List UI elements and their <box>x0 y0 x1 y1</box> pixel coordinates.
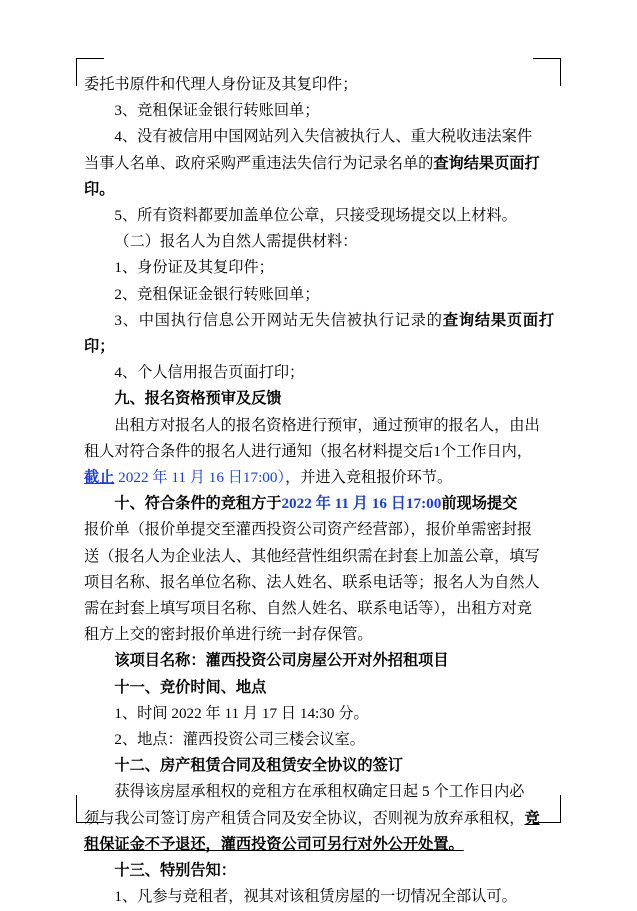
document-paragraph <box>84 413 554 439</box>
document-paragraph <box>84 517 554 543</box>
text-run: 3、中国执行信息公开网站无失信被执行记录的 <box>114 311 443 329</box>
text-run: 前现场提交 <box>441 495 518 513</box>
document-paragraph <box>84 229 554 255</box>
text-run: 十二、房产租赁合同及租赁安全协议的签订 <box>114 757 403 775</box>
document-paragraph <box>84 124 554 150</box>
text-run: 项目名称、报名单位名称、法人姓名、联系电话等；报名人为自然人 <box>84 573 540 591</box>
document-paragraph <box>84 255 554 281</box>
text-run: 十、符合条件的竞租方于 <box>114 495 282 513</box>
text-run: 2、地点：灌西投资公司三楼会议室。 <box>114 731 365 749</box>
text-run: 报价单（报价单提交至灌西投资公司资产经营部），报价单需密封报 <box>84 521 533 539</box>
text-run: 印。 <box>84 180 115 198</box>
text-run: 租人对符合条件的报名人进行通知（报名材料提交后1个工作日内， <box>84 442 533 460</box>
document-body <box>84 72 554 911</box>
text-run: 九、报名资格预审及反馈 <box>114 390 282 408</box>
text-run: 当事人名单、政府采购严重违法失信行为记录名单的 <box>84 154 434 172</box>
document-paragraph <box>84 282 554 308</box>
document-paragraph <box>84 884 554 910</box>
text-run: 租保证金不予退还，灌西投资公司可另行对外公开处置。 <box>84 835 464 853</box>
text-run: 1、时间 2022 年 11 月 17 日 14:30 分。 <box>114 704 369 722</box>
document-paragraph <box>84 570 554 596</box>
document-paragraph <box>84 177 554 203</box>
text-run: 1、身份证及其复印件； <box>114 259 274 277</box>
document-paragraph <box>84 439 554 465</box>
text-run: 须与我公司签订房产租赁合同及安全协议，否则视为放弃承租权， <box>84 809 525 827</box>
document-paragraph <box>84 308 554 360</box>
text-run: 2022 年 11 月 16 日17:00） <box>114 469 286 487</box>
document-paragraph <box>84 151 554 177</box>
document-paragraph <box>84 465 554 491</box>
document-paragraph <box>84 544 554 570</box>
text-run: 查询结果页面打 <box>433 154 540 172</box>
text-run: 4、个人信用报告页面打印； <box>114 364 305 382</box>
document-paragraph <box>84 779 554 805</box>
document-paragraph <box>84 806 554 832</box>
text-run: 2022 年 11 月 16 日17:00 <box>281 495 442 513</box>
document-paragraph <box>84 753 554 779</box>
text-run: 十一、竞价时间、地点 <box>114 678 267 696</box>
document-paragraph <box>84 858 554 884</box>
document-paragraph <box>84 203 554 229</box>
text-run: 获得该房屋承租权的竞租方在承租权确定日起 5 个工作日内必 <box>114 783 525 801</box>
document-paragraph <box>84 596 554 622</box>
document-paragraph <box>84 675 554 701</box>
document-paragraph <box>84 98 554 124</box>
document-paragraph <box>84 622 554 648</box>
document-paragraph <box>84 360 554 386</box>
text-run: 送（报名人为企业法人、其他经营性组织需在封套上加盖公章，填写 <box>84 547 540 565</box>
document-paragraph <box>84 701 554 727</box>
text-run: 截止 <box>84 469 115 487</box>
text-run: 2、竞租保证金银行转账回单； <box>114 285 320 303</box>
text-run: 竞 <box>524 809 540 827</box>
text-run: 该项目名称：灌西投资公司房屋公开对外招租项目 <box>114 652 449 670</box>
text-run: 1、凡参与竞租者，视其对该租赁房屋的一切情况全部认可。 <box>114 888 517 906</box>
text-run: （二）报名人为自然人需提供材料： <box>114 233 358 251</box>
text-run: 查询结果页面打印； <box>84 311 555 356</box>
text-run: 出租方对报名人的报名资格进行预审，通过预审的报名人，由出 <box>114 416 540 434</box>
text-run: 需在封套上填写项目名称、自然人姓名、联系电话等），出租方对竞 <box>84 600 533 618</box>
text-run: ，并进入竞租报价环节。 <box>285 469 453 487</box>
document-paragraph <box>84 648 554 674</box>
document-paragraph <box>84 491 554 517</box>
text-run: 十三、特别告知： <box>114 862 236 880</box>
text-run: 4、没有被信用中国网站列入失信被执行人、重大税收违法案件 <box>114 128 533 146</box>
text-run: 5、所有资料都要加盖单位公章，只接受现场提交以上材料。 <box>114 207 517 225</box>
document-paragraph <box>84 832 554 858</box>
document-paragraph <box>84 727 554 753</box>
document-paragraph <box>84 72 554 98</box>
text-run: 租方上交的密封报价单进行统一封存保管。 <box>84 626 373 644</box>
text-run: 3、竞租保证金银行转账回单； <box>114 102 320 120</box>
text-run: 委托书原件和代理人身份证及其复印件； <box>84 76 358 93</box>
document-paragraph <box>84 386 554 412</box>
